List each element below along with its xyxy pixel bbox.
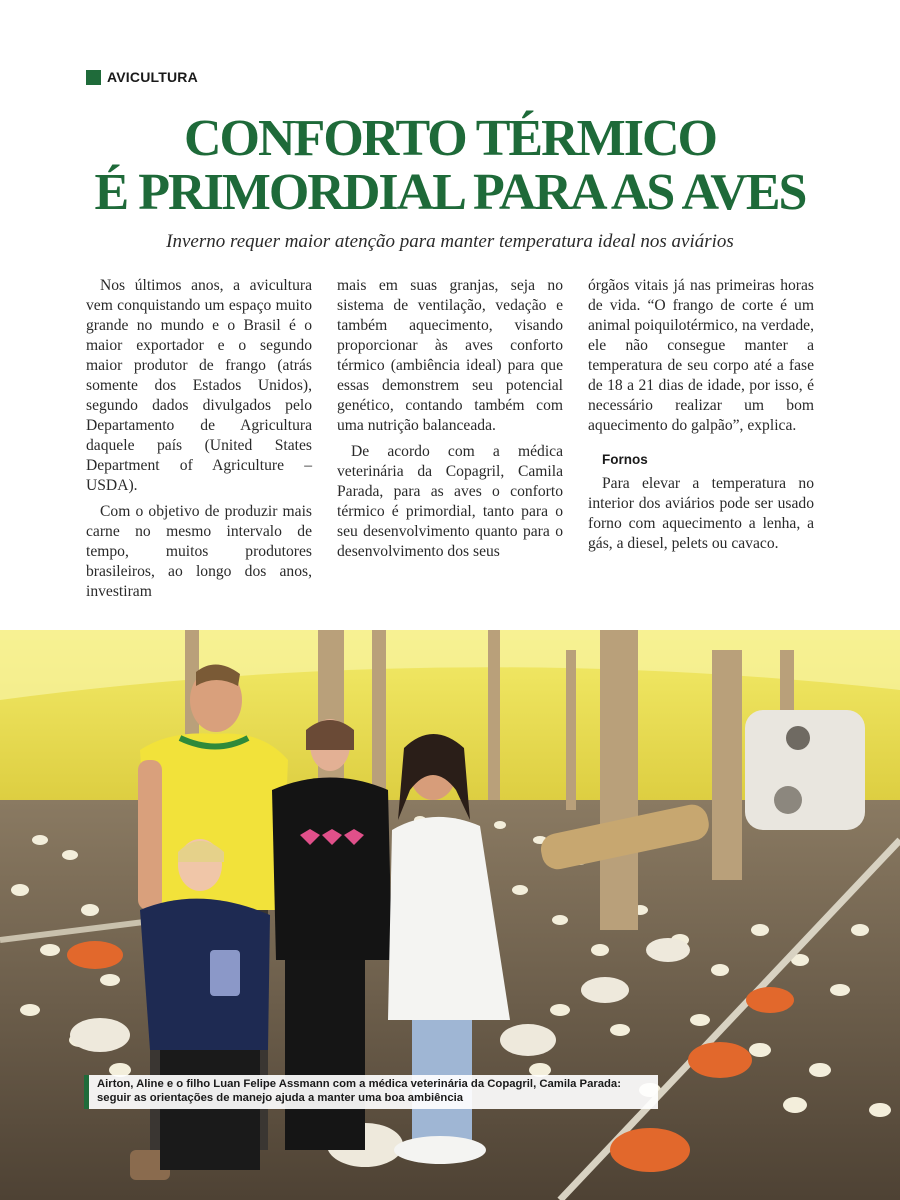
column-1 (86, 276, 312, 608)
paragraph: Nos últimos anos, a avicultura vem conquistando um espaço muito grande no mundo e o Brasil é o maior exportador e o segundo maior produtor de frango (atrás somente dos Estados Unidos), segundo dados divulgados pelo Departamento de Agricultura daquele país (United States Department of Agriculture – USDA). (86, 277, 312, 494)
column-3 (588, 276, 814, 608)
headline-line-2: É PRIMORDIAL PARA AS AVES (94, 164, 806, 221)
section-marker (86, 70, 101, 85)
headline (0, 112, 900, 220)
paragraph: De acordo com a médica veterinária da Copagril, Camila Parada, para as aves o conforto térmico é primordial, tanto para o seu desenvolvimento quanto para o desenvolvimento dos seus (337, 443, 563, 560)
photo-caption: Airton, Aline e o filho Luan Felipe Assmann com a médica veterinária da Copagril, Camila Parada: seguir as orientações de manejo ajuda a manter uma boa ambiência (84, 1075, 658, 1109)
paragraph: Com o objetivo de produzir mais carne no mesmo intervalo de tempo, muitos produtores brasileiros, ao longo dos anos, investiram (86, 503, 312, 600)
headline-line-1: CONFORTO TÉRMICO (184, 110, 716, 167)
paragraph: órgãos vitais já nas primeiras horas de vida. “O frango de corte é um animal poiquilotérmico, na verdade, ele não consegue manter a temperatura de seu corpo até a fase de 18 a 21 dias de idade, por isso, é necessário realizar um bom aquecimento do galpão”, explica. (588, 277, 814, 434)
section-tag (86, 69, 198, 85)
column-2 (337, 276, 563, 608)
article-body (86, 276, 814, 608)
paragraph: Para elevar a temperatura no interior dos aviários pode ser usado forno com aquecimento a lenha, a gás, a diesel, pelets ou cavaco. (588, 475, 814, 552)
deck-subtitle: Inverno requer maior atenção para manter temperatura ideal nos aviários (166, 231, 734, 252)
subheading: Fornos (602, 452, 648, 467)
section-label: AVICULTURA (107, 69, 198, 85)
paragraph: mais em suas granjas, seja no sistema de ventilação, vedação e também aquecimento, visando proporcionar às aves conforto térmico (ambiência ideal) para que essas demonstrem seu potencial genético, contando também com uma nutrição balanceada. (337, 277, 563, 434)
poultry-house-photo (0, 630, 900, 1200)
